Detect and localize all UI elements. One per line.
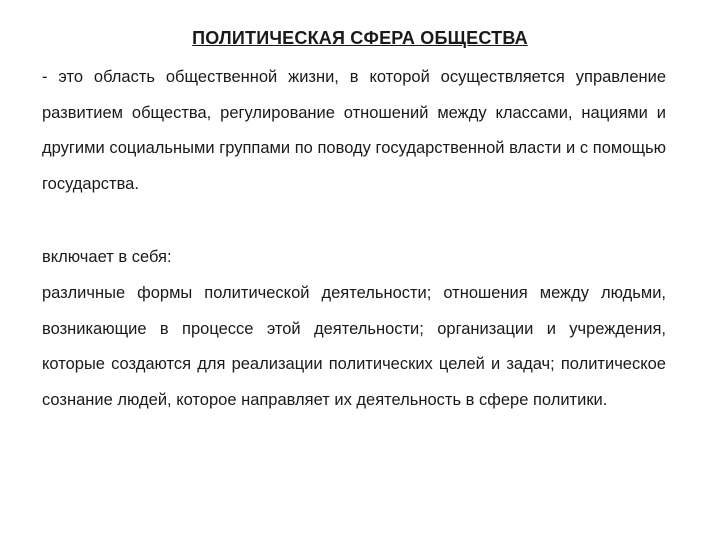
slide-title: ПОЛИТИЧЕСКАЯ СФЕРА ОБЩЕСТВА (192, 28, 528, 48)
includes-paragraph: различные формы политической деятельности; отношения между людьми, возникающие в процессе этой деятельности; организации и учреждения, которые создаются для реализации политических целей и задач; политическое сознание людей, которое направляет их деятельность в сфере политики. (42, 284, 666, 409)
definition-paragraph: - это область общественной жизни, в которой осуществляется управление развитием общества, регулирование отношений между классами, нациями и другими социальными группами по поводу государственной власти и с помощью государства. (42, 68, 666, 193)
includes-label: включает в себя: (42, 248, 172, 266)
